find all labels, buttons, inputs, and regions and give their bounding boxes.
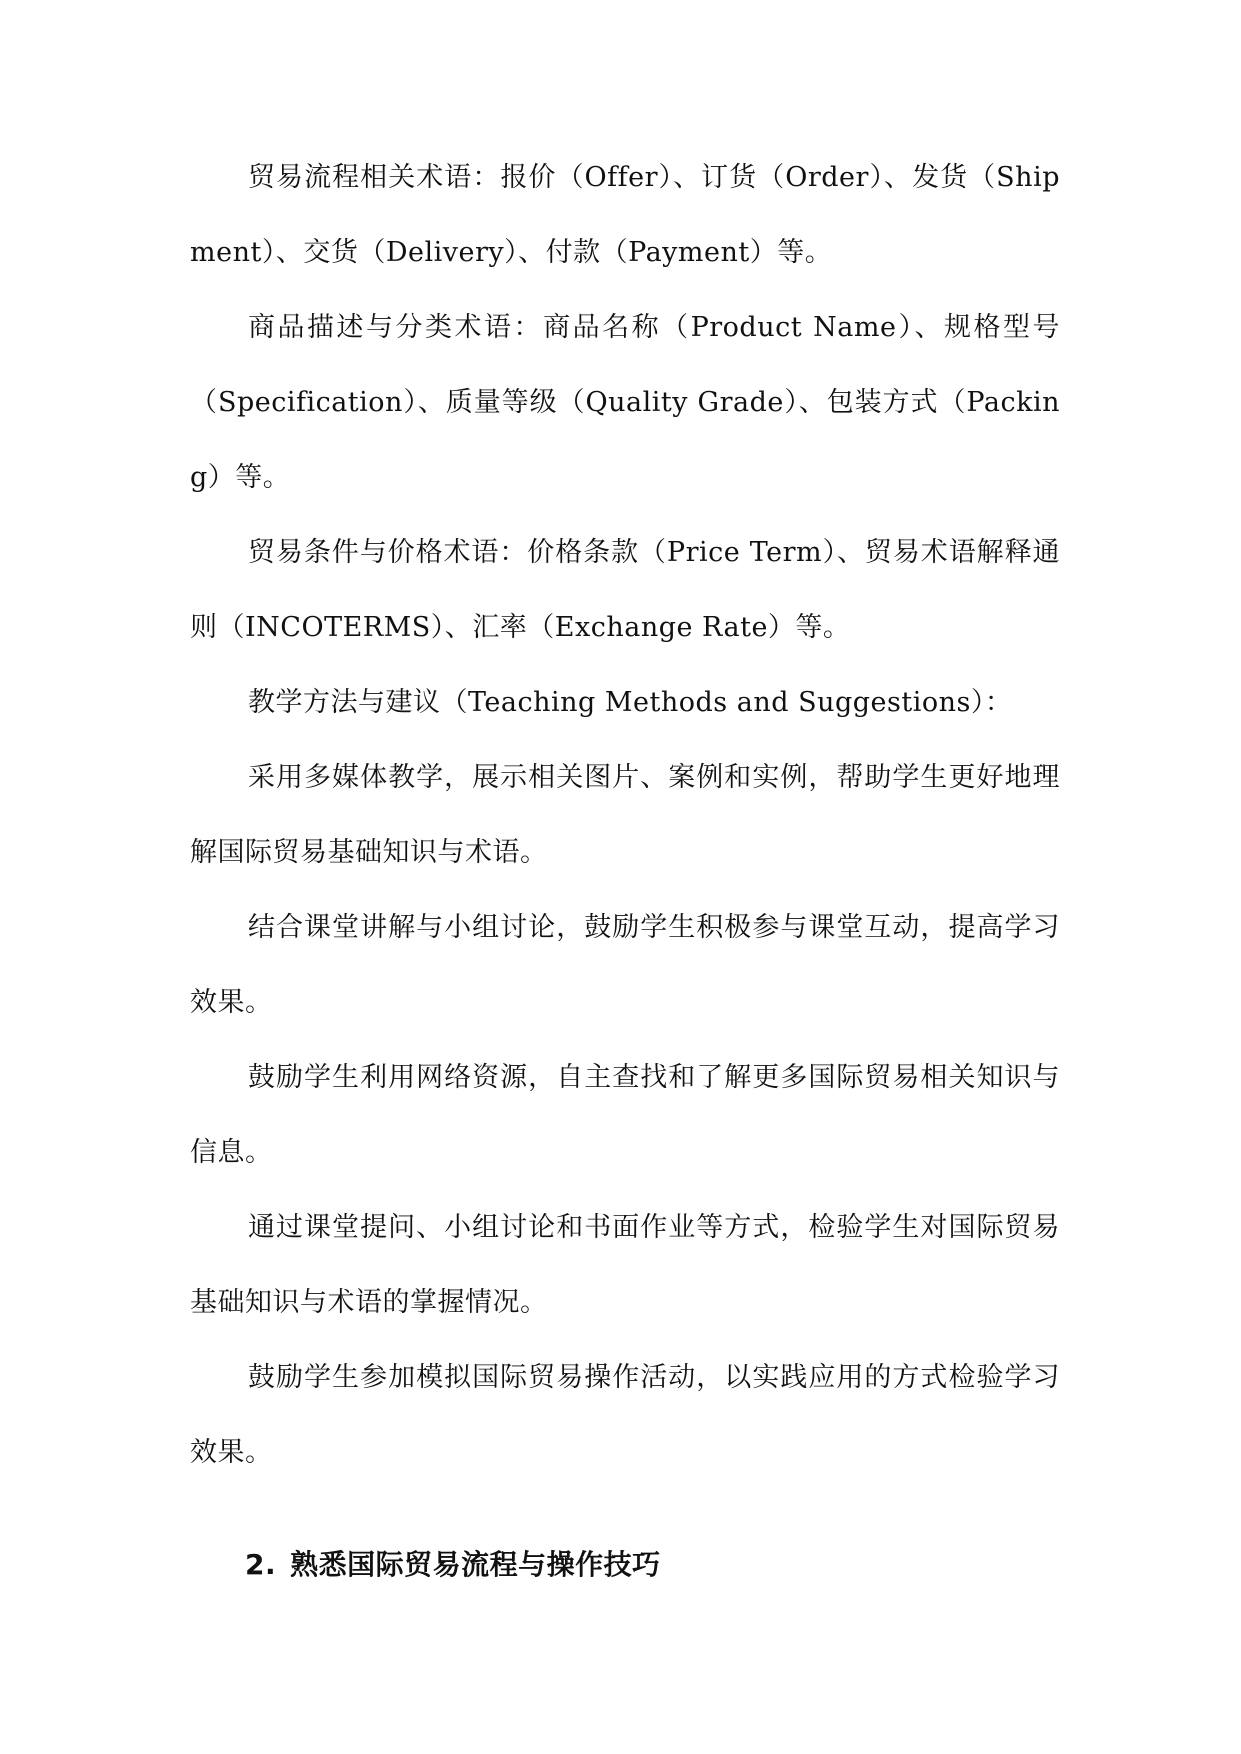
paragraph-teaching-methods-title: 教学方法与建议（Teaching Methods and Suggestions）：: [248, 687, 1013, 718]
section-heading: [245, 1545, 661, 1585]
document-body: [190, 140, 1060, 1490]
paragraph-multimedia-teaching: 采用多媒体教学，展示相关图片、案例和实例，帮助学生更好地理解国际贸易基础知识与术语。: [190, 762, 1060, 868]
paragraph-trade-price-terms: 贸易条件与价格术语：价格条款（Price Term）、贸易术语解释通则（INCOTERMS）、汇率（Exchange Rate）等。: [190, 537, 1060, 643]
paragraph-product-description-terms: 商品描述与分类术语：商品名称（Product Name）、规格型号（Specification）、质量等级（Quality Grade）、包装方式（Packing）等。: [190, 312, 1060, 493]
section-title: 熟悉国际贸易流程与操作技巧: [290, 1548, 661, 1581]
paragraph-trade-process-terms: 贸易流程相关术语：报价（Offer）、订货（Order）、发货（Shipment）、交货（Delivery）、付款（Payment）等。: [190, 162, 1060, 268]
paragraph-online-resources: 鼓励学生利用网络资源，自主查找和了解更多国际贸易相关知识与信息。: [190, 1062, 1060, 1168]
paragraph-simulation-activity: 鼓励学生参加模拟国际贸易操作活动，以实践应用的方式检验学习效果。: [190, 1362, 1060, 1468]
paragraph-group-discussion: 结合课堂讲解与小组讨论，鼓励学生积极参与课堂互动，提高学习效果。: [190, 912, 1060, 1018]
section-number: 2.: [245, 1548, 277, 1581]
paragraph-assessment: 通过课堂提问、小组讨论和书面作业等方式，检验学生对国际贸易基础知识与术语的掌握情况。: [190, 1212, 1060, 1318]
